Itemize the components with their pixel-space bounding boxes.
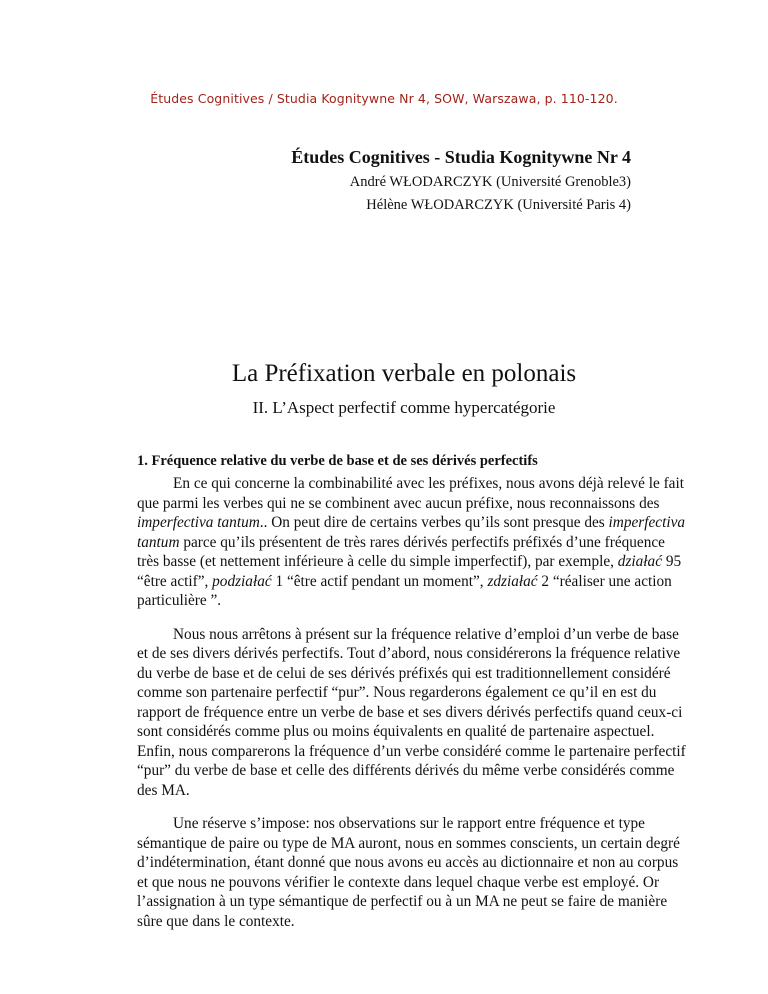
text-line	[137, 533, 665, 553]
text-segment: “pur” du verbe de base et celle des différents dérivés du même verbe considérés comme	[137, 762, 675, 779]
text-line	[137, 781, 631, 801]
text-segment: .. On peut dire de certains verbes qu’ils sont presque des	[259, 514, 609, 531]
article-subtitle: II. L’Aspect perfectif comme hypercatégorie	[252, 398, 556, 417]
text-segment: que parmi les verbes qui ne se combinent avec aucun préfixe, nous reconnaissons des	[137, 494, 660, 512]
paragraph-3	[137, 814, 680, 931]
italic-term: tantum	[137, 533, 180, 551]
body-text	[137, 474, 686, 945]
text-segment: et de ses divers dérivés perfectifs. Tout d’abord, nous considérerons la fréquence relative	[137, 645, 681, 662]
italic-term: zdziałać	[487, 572, 538, 590]
section-heading: 1. Fréquence relative du verbe de base et de ses dérivés perfectifs	[137, 453, 538, 469]
journal-title: Études Cognitives - Studia Kognitywne Nr 4	[291, 147, 631, 167]
text-line	[137, 552, 682, 572]
author-2: Hélène WŁODARCZYK (Université Paris 4)	[366, 197, 631, 213]
paragraph-1	[137, 474, 686, 611]
text-segment: Nous nous arrêtons à présent sur la fréquence relative d’emploi d’un verbe de base	[173, 625, 679, 643]
article-title: La Préfixation verbale en polonais	[231, 360, 577, 387]
text-line	[137, 873, 660, 893]
text-line	[137, 834, 680, 854]
text-line	[137, 591, 631, 611]
text-segment: des MA.	[137, 781, 190, 799]
text-line	[137, 912, 631, 932]
text-segment: et que nous ne pouvons vérifier le contexte dans lequel chaque verbe est employé. Or	[137, 873, 660, 891]
text-segment: Enfin, nous comparerons la fréquence d’un verbe considéré comme le partenaire perfectif	[137, 742, 686, 760]
text-line	[137, 853, 679, 873]
text-segment: 1 “être actif pendant un moment”,	[271, 572, 488, 590]
text-segment: 95	[662, 553, 682, 570]
italic-term: podziałać	[212, 572, 272, 590]
text-line	[137, 625, 679, 645]
text-line	[137, 474, 684, 494]
text-line	[137, 742, 686, 762]
text-line	[137, 513, 686, 533]
text-line	[137, 892, 668, 912]
text-segment: Une réserve s’impose: nos observations sur le rapport entre fréquence et type	[173, 815, 645, 832]
text-line	[137, 644, 681, 664]
text-segment: très basse (et nettement inférieure à celle du simple imperfectif), par exemple,	[137, 553, 618, 570]
text-segment: particulière ”.	[137, 592, 222, 609]
italic-term: działać	[617, 553, 662, 570]
text-segment: comme son partenaire perfectif “pur”. Nous regarderons également ce qu’il en est du	[137, 684, 657, 701]
text-line	[137, 494, 660, 514]
author-1: André WŁODARCZYK (Université Grenoble3)	[349, 174, 631, 190]
text-line	[137, 761, 675, 781]
text-segment: sémantique de paire ou type de MA auront, nous en sommes conscients, un certain degré	[137, 834, 680, 852]
text-segment: d’indétermination, étant donné que nous avons eu accès au dictionnaire et non au corpus	[137, 854, 679, 871]
text-segment: 2 “réaliser une action	[537, 572, 672, 590]
paragraph-2	[137, 625, 686, 801]
text-segment: “être actif”,	[137, 572, 213, 590]
running-header: Études Cognitives / Studia Kognitywne Nr 4, SOW, Warszawa, p. 110-120.	[150, 91, 618, 106]
text-line	[137, 814, 645, 834]
text-segment: l’assignation à un type sémantique de perfectif ou à un MA ne peut se faire de manière	[137, 893, 668, 910]
text-line	[137, 572, 672, 592]
text-line	[137, 664, 671, 684]
text-segment: sûre que dans le contexte.	[137, 912, 295, 930]
text-line	[137, 722, 655, 742]
text-segment: sont considérés comme plus ou moins équivalents en qualité de partenaire aspectuel.	[137, 723, 655, 740]
text-segment: du verbe de base et de celui de ses dérivés préfixés qui est traditionnellement considéré	[137, 664, 671, 682]
italic-term: imperfectiva	[608, 514, 686, 531]
text-segment: rapport de fréquence entre un verbe de base et ses divers dérivés perfectifs quand ceux-ci	[137, 703, 683, 721]
text-segment: En ce qui concerne la combinabilité avec les préfixes, nous avons déjà relevé le fait	[173, 475, 684, 492]
text-segment: parce qu’ils présentent de très rares dérivés perfectifs préfixés d’une fréquence	[179, 533, 665, 551]
italic-term: imperfectiva tantum	[137, 514, 260, 531]
text-line	[137, 683, 657, 703]
text-line	[137, 703, 683, 723]
